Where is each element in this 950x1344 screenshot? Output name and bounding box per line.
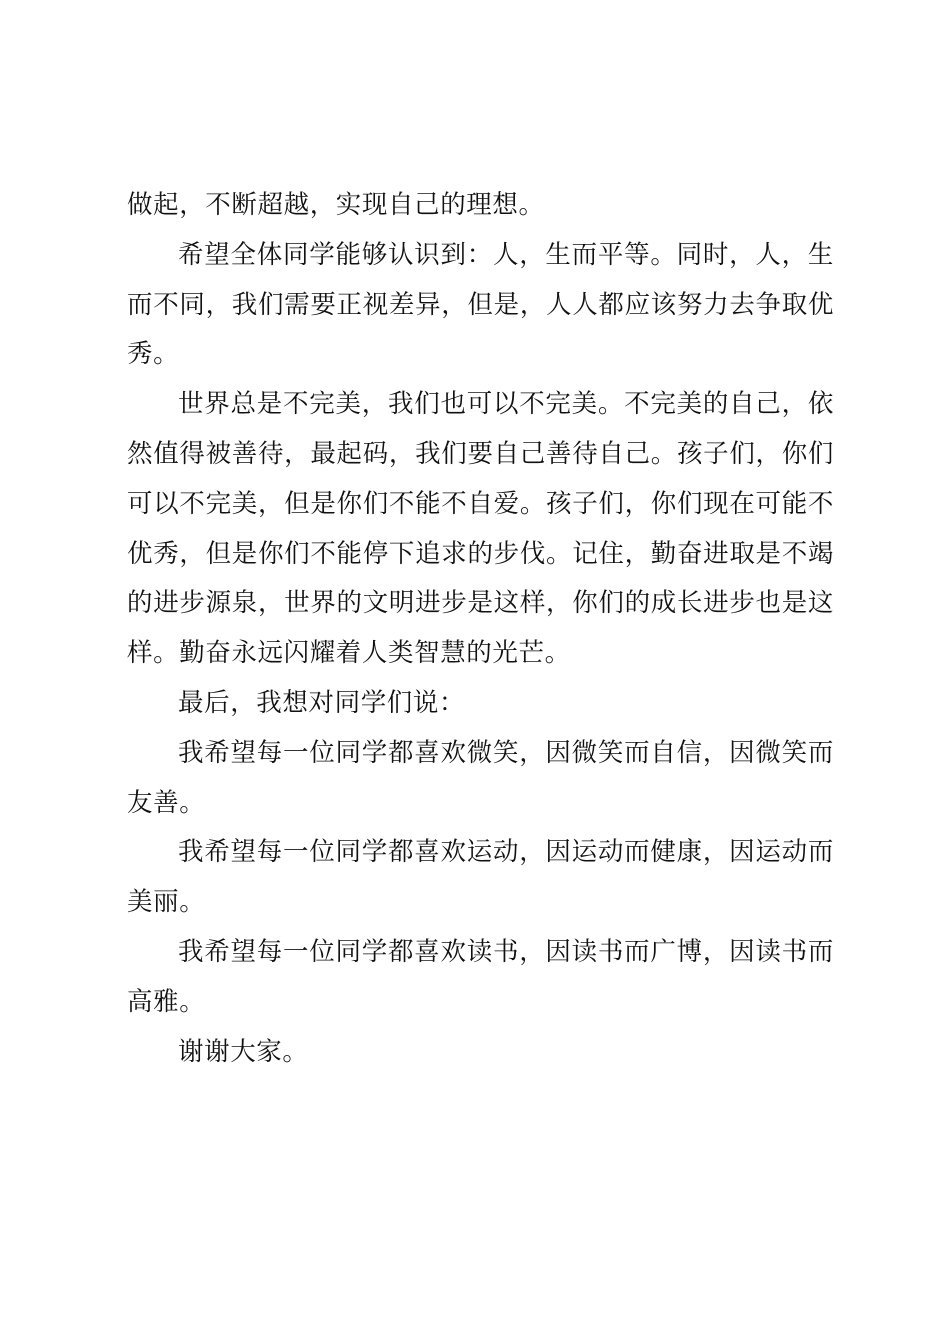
paragraph-closing-intro: 最后，我想对同学们说： [178,687,466,718]
paragraph-wish-sport: 我希望每一位同学都喜欢运动，因运动而健康，因运动而美丽。 [127,837,834,918]
paragraph-equality: 希望全体同学能够认识到：人，生而平等。同时，人，生而不同，我们需要正视差异，但是，人人都应该努力去争取优秀。 [127,239,834,370]
paragraph-wish-reading: 我希望每一位同学都喜欢读书，因读书而广博，因读书而高雅。 [127,936,834,1017]
paragraph-thanks: 谢谢大家。 [178,1036,309,1067]
document-body [127,181,834,1077]
paragraph-continuation: 做起，不断超越，实现自己的理想。 [127,190,545,220]
paragraph-imperfection: 世界总是不完美，我们也可以不完美。不完美的自己，依然值得被善待，最起码，我们要自己善待自己。孩子们，你们可以不完美，但是你们不能不自爱。孩子们，你们现在可能不优秀，但是你们不能停下追求的步伐。记住，勤奋进取是不竭的进步源泉，世界的文明进步是这样，你们的成长进步也是这样。勤奋永远闪耀着人类智慧的光芒。 [127,389,834,669]
paragraph-wish-smile: 我希望每一位同学都喜欢微笑，因微笑而自信，因微笑而友善。 [127,737,834,818]
